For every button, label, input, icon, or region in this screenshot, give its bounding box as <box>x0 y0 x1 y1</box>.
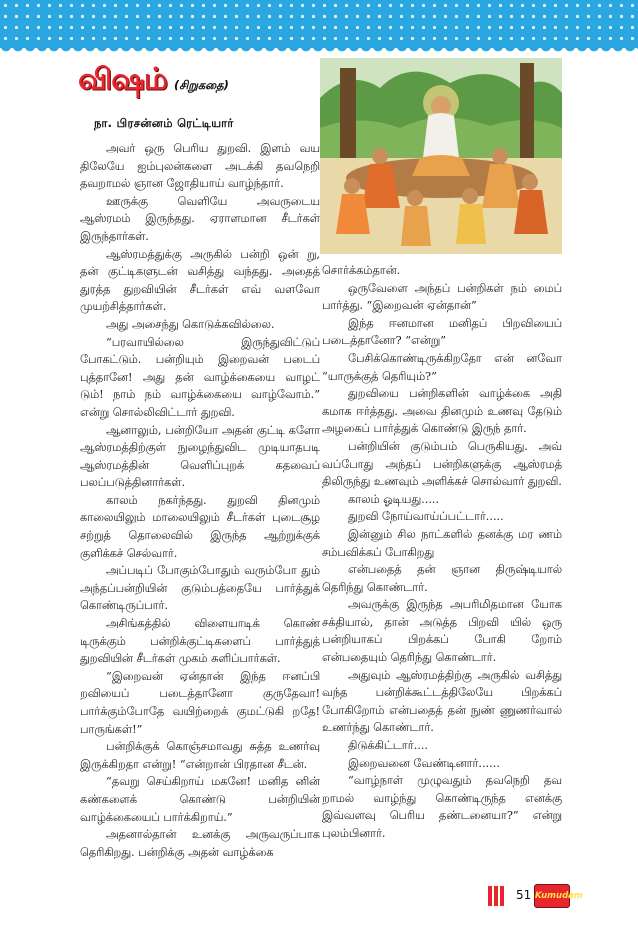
paragraph: துறவியை பன்றிகளின் வாழ்க்கை அதி கமாக ஈர்த்தது. அவை தினமும் உணவு தேடும் அழகைப் பார்த்துக் கொண்டு இருந் தார். <box>322 387 562 436</box>
decorative-bars <box>488 886 506 910</box>
header-band <box>0 0 638 48</box>
page-footer <box>488 884 583 910</box>
paragraph: பன்றிக்குக் கொஞ்சமாவது சுத்த உணர்வு இருக்கிறதா என்று! “என்றான் பிரதான சீடன். <box>80 740 320 771</box>
paragraph: காலம் ஓடியது..... <box>348 492 440 506</box>
paragraph: இன்னும் சில நாட்களில் தனக்கு மர ணம் சம்பவிக்கப் போகிறது <box>322 527 562 559</box>
paragraph: அசிங்கத்தில் விளையாடிக் கொண் டிருக்கும் பன்றிக்குட்டிகளைப் பார்த்துத் துறவியின் சீடர்கள் முகம் சுளிப்பார்கள். <box>80 617 320 666</box>
paragraph: காலம் நகர்ந்தது. துறவி தினமும் காலையிலும் மாலையிலும் சீடர்கள் புடைசூழ சற்றுத் தொலைவில் இருந்த ஆற்றுக்குக் குளிக்கச் செல்வார். <box>80 493 320 560</box>
paragraph: பன்றியின் குடும்பம் பெருகியது. அவ் வப்போது அந்தப் பன்றிகளுக்கு ஆஸ்ரமத் திலிருந்து உணவும் அளிக்கச் சொல்வார் துறவி. <box>322 439 562 489</box>
paragraph: சொர்க்கம்தான். <box>322 264 401 277</box>
paragraph: பேசிக்கொண்டிருக்கிறதோ என் னவோ “யாருக்குத் தெரியும்?” <box>322 351 562 383</box>
page-number: 51 <box>516 888 532 902</box>
paragraph: துறவி நோய்வாய்ப்பட்டார்..... <box>348 510 504 524</box>
story-title <box>78 62 318 106</box>
paragraph: ஆஸ்ரமத்துக்கு அருகில் பன்றி ஒன் று, தன் குட்டிகளுடன் வசித்து வந்தது. அதைத் துரத்த துறவியின் சீடர்கள் எவ் வளவோ முயற்சித்தார்கள். <box>80 247 320 314</box>
paragraph: “இறைவன் ஏன்தான் இந்த ஈனப்பி றவியைப் படைத்தானோ குருதேவா! பார்க்கும்போதே வயிற்றைக் குமட்டுகி றதே! பாருங்கள்!” <box>80 669 320 736</box>
paragraph: அதனால்தான் உனக்கு அருவருப்பாக தெரிகிறது. பன்றிக்கு அதன் வாழ்க்கை <box>80 828 320 859</box>
paragraph: “பரவாயில்லை இருந்துவிட்டுப் போகட்டும். பன்றியும் இறைவன் படைப் புத்தானே! அது தன் வாழ்க்கையை வாழட் டும்! நாம் நம் வாழ்க்கையை வாழ்வோம்.” என்று சொல்லிவிட்டார் துறவி. <box>80 335 320 419</box>
paragraph: அது அசைந்து கொடுக்கவில்லை. <box>106 317 275 331</box>
paragraph: ஒருவேளை அந்தப் பன்றிகள் நம் மைப் பார்த்து. “இறைவன் ஏன்தான்” <box>322 281 562 313</box>
paragraph: ஊருக்கு வெளியே அவருடைய ஆஸ்ரமம் இருந்தது. ஏராளமான சீடர்கள் இருந்தார்கள். <box>80 194 320 243</box>
paragraph: இறைவனை வேண்டினார்...... <box>348 756 500 770</box>
paragraph: “வாழ்நாள் முழுவதும் தவநெறி தவ றாமல் வாழ்ந்து கொண்டிருந்த எனக்கு இவ்வளவு பெரிய தண்டனையா?” என்று புலம்பினார். <box>322 774 562 840</box>
paragraph: திடுக்கிட்டார்.... <box>348 739 428 753</box>
title-main: விஷம் <box>78 62 167 97</box>
paragraph: அவர் ஒரு பெரிய துறவி. இளம் வய திலேயே ஐம்புலன்களை அடக்கி தவநெறி தவறாமல் ஞான ஜோதியாய் வாழ்ந்தார். <box>80 142 320 191</box>
paragraph: இந்த ஈனமான மனிதப் பிறவியைப் படைத்தானோ? “என்று” <box>322 316 562 348</box>
paragraph: அப்படிப் போகும்போதும் வரும்போ தும் அந்தப்பன்றியின் குடும்பத்தையே பார்த்துக் கொண்டிருப்பார். <box>80 564 320 613</box>
left-column <box>80 140 320 861</box>
paragraph: “தவறு செய்கிறாய் மகனே! மனித னின் கண்களைக் கொண்டு பன்றியின் வாழ்க்கையைப் பார்க்கிறாய்.” <box>80 775 320 824</box>
story-illustration <box>320 58 562 254</box>
magazine-logo: Kumudam <box>534 884 570 908</box>
paragraph: அவருக்கு இருந்த அபரிமிதமான யோக சக்தியால், தான் அடுத்த பிறவி யில் ஒரு பன்றியாகப் பிறக்கப் போகி றோம் என்பதையும் தெரிந்து கொண்டார். <box>322 598 562 665</box>
paragraph: அதுவும் ஆஸ்ரமத்திற்கு அருகில் வசித்து வந்த பன்றிக்கூட்டத்திலேயே பிறக்கப் போகிறோம் என்பதைத் தன் நுண் ணுணர்வால் உணர்ந்து கொண்டார். <box>322 668 562 735</box>
paragraph: என்பதைத் தன் ஞான திருஷ்டியால் தெரிந்து கொண்டார். <box>322 563 562 594</box>
title-subtitle: (சிறுகதை) <box>174 78 229 92</box>
author-byline: நா. பிரசன்னம் ரெட்டியார் <box>94 116 234 130</box>
paragraph: ஆனாலும், பன்றியோ அதன் குட்டி களோ ஆஸ்ரமத்திற்குள் நுழைந்துவிட முடியாதபடி ஆஸ்ரமத்தின் வெளிப்புறக் கதவைப் பலப்படுத்தினார்கள். <box>80 423 320 490</box>
right-column <box>322 262 562 843</box>
